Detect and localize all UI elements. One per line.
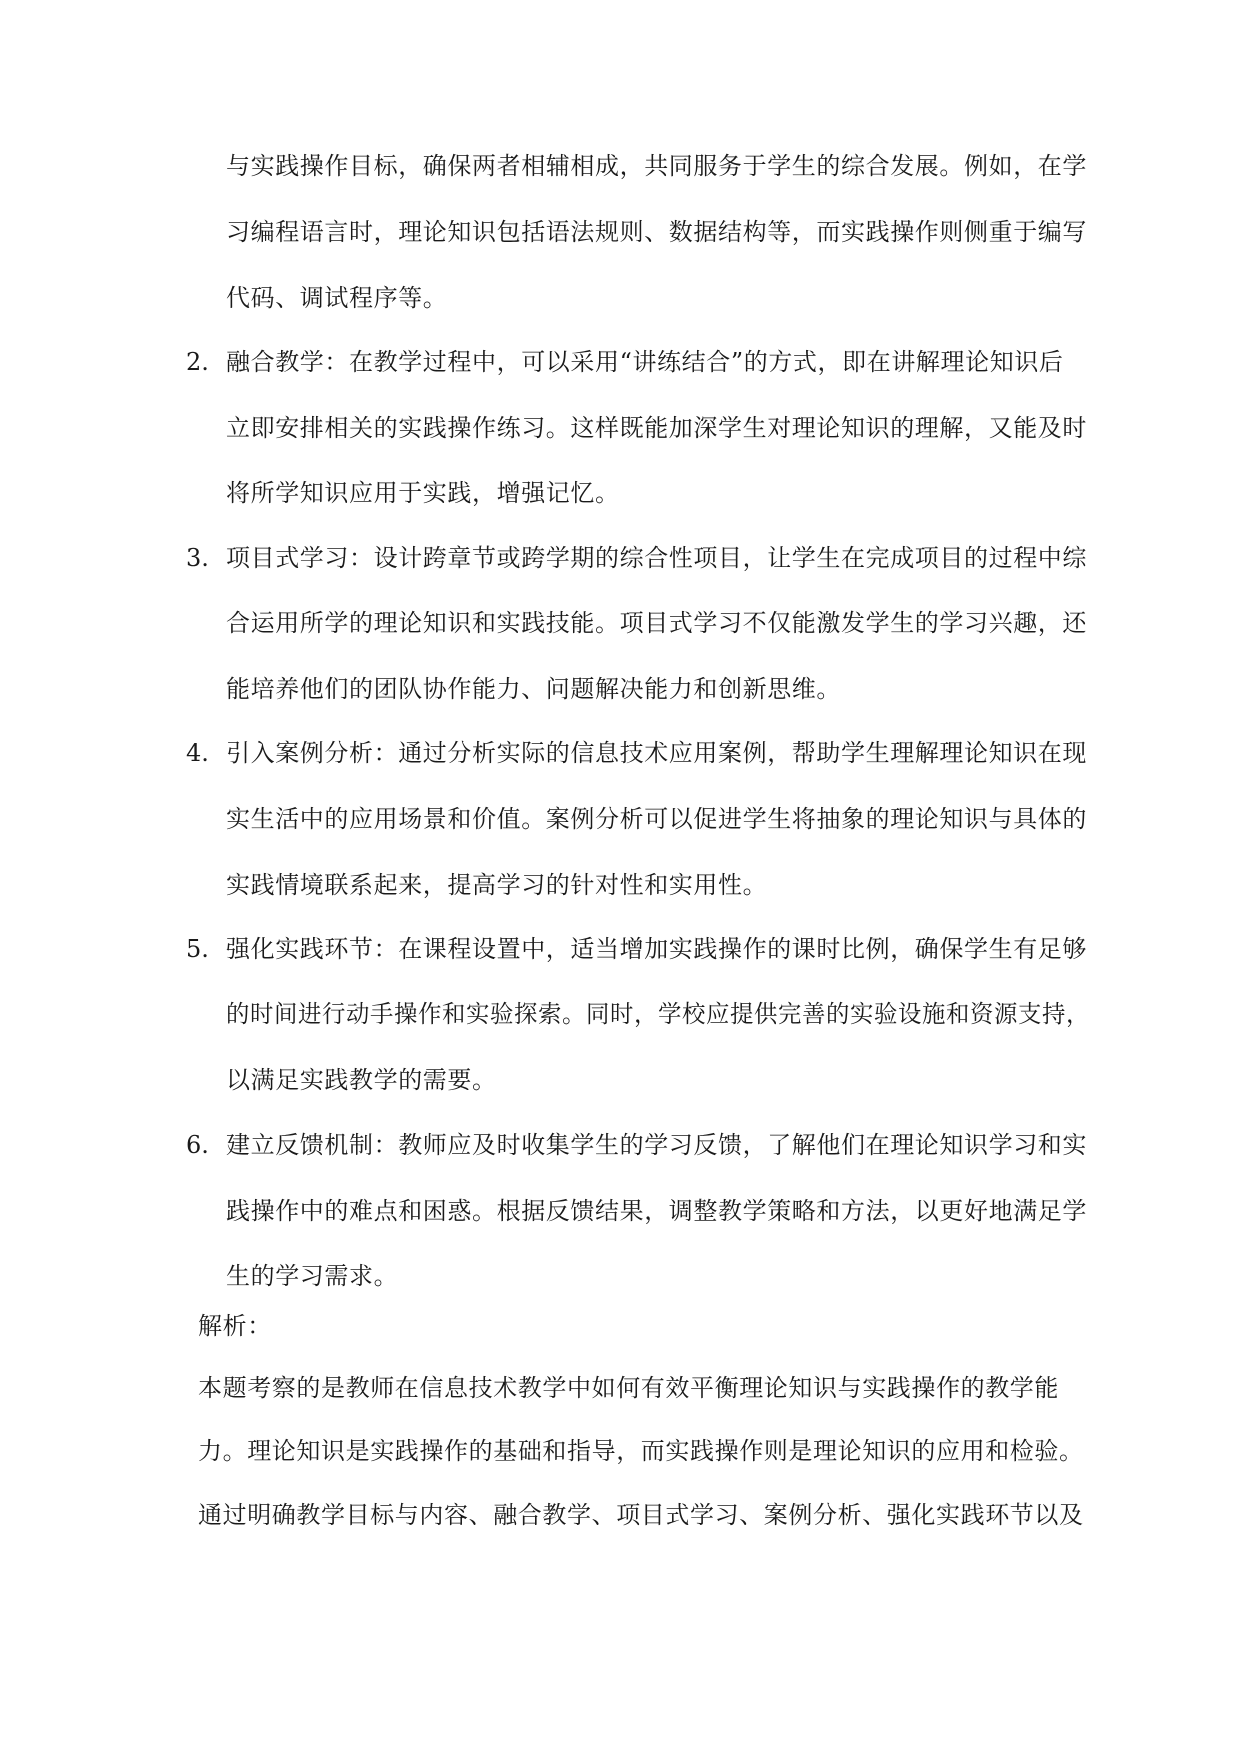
list-item-line: 强化实践环节：在课程设置中，适当增加实践操作的课时比例，确保学生有足够 — [226, 935, 1087, 963]
list-item-line: 项目式学习：设计跨章节或跨学期的综合性项目，让学生在完成项目的过程中综 — [226, 544, 1087, 572]
list-item-line: 生的学习需求。 — [226, 1262, 399, 1290]
analysis-line: 本题考察的是教师在信息技术教学中如何有效平衡理论知识与实践操作的教学能 — [198, 1374, 1059, 1402]
list-item-number: 5. — [186, 935, 209, 963]
list-item-line: 的时间进行动手操作和实验探索。同时，学校应提供完善的实验设施和资源支持， — [226, 1000, 1091, 1028]
analysis-heading: 解析： — [198, 1312, 272, 1340]
analysis-line: 力。理论知识是实践操作的基础和指导，而实践操作则是理论知识的应用和检验。 — [198, 1437, 1084, 1465]
list-item-line: 合运用所学的理论知识和实践技能。项目式学习不仅能激发学生的学习兴趣，还 — [226, 609, 1087, 637]
list-item-line: 立即安排相关的实践操作练习。这样既能加深学生对理论知识的理解，又能及时 — [226, 414, 1087, 442]
list-item-line: 融合教学：在教学过程中，可以采用“讲练结合”的方式，即在讲解理论知识后 — [226, 348, 1064, 376]
continuation-line: 代码、调试程序等。 — [226, 284, 448, 312]
list-item-line: 能培养他们的团队协作能力、问题解决能力和创新思维。 — [226, 675, 841, 703]
list-item-number: 4. — [186, 739, 209, 767]
list-item-number: 2. — [186, 348, 209, 376]
list-item-line: 实生活中的应用场景和价值。案例分析可以促进学生将抽象的理论知识与具体的 — [226, 805, 1087, 833]
list-item-line: 实践情境联系起来，提高学习的针对性和实用性。 — [226, 871, 768, 899]
list-item-line: 将所学知识应用于实践，增强记忆。 — [226, 479, 620, 507]
continuation-line: 与实践操作目标，确保两者相辅相成，共同服务于学生的综合发展。例如，在学 — [226, 152, 1087, 180]
list-item-line: 践操作中的难点和困惑。根据反馈结果，调整教学策略和方法，以更好地满足学 — [226, 1197, 1087, 1225]
continuation-line: 习编程语言时，理论知识包括语法规则、数据结构等，而实践操作则侧重于编写 — [226, 218, 1087, 246]
list-item-line: 建立反馈机制：教师应及时收集学生的学习反馈，了解他们在理论知识学习和实 — [226, 1131, 1087, 1159]
list-item-number: 3. — [186, 544, 209, 572]
analysis-line: 通过明确教学目标与内容、融合教学、项目式学习、案例分析、强化实践环节以及 — [198, 1501, 1084, 1529]
list-item-line: 引入案例分析：通过分析实际的信息技术应用案例，帮助学生理解理论知识在现 — [226, 739, 1087, 767]
list-item-line: 以满足实践教学的需要。 — [226, 1066, 497, 1094]
list-item-number: 6. — [186, 1131, 209, 1159]
